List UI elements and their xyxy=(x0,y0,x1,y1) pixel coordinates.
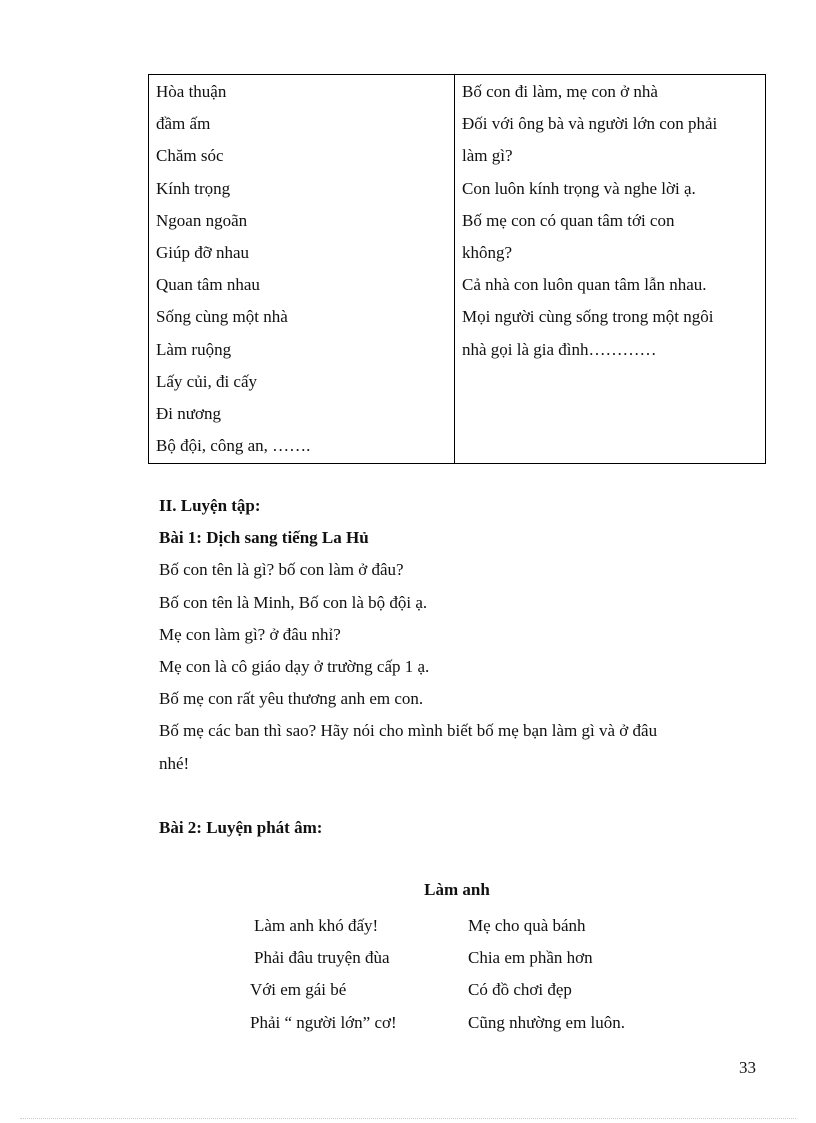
table-cell: không? xyxy=(462,242,513,262)
exercise-line: Bố con tên là gì? bố con làm ở đâu? xyxy=(159,560,404,580)
table-cell: Cả nhà con luôn quan tâm lẫn nhau. xyxy=(462,275,707,295)
table-cell: đầm ấm xyxy=(156,114,211,134)
table-cell: Mọi người cùng sống trong một ngôi xyxy=(462,307,714,327)
poem-right-column xyxy=(468,910,625,1039)
poem-line: Mẹ cho quà bánh xyxy=(468,916,586,935)
exercise-line: Bố mẹ các ban thì sao? Hãy nói cho mình biết bố mẹ bạn làm gì và ở đâu xyxy=(159,721,658,741)
table-cell: nhà gọi là gia đình………… xyxy=(462,339,657,359)
poem-line: Có đồ chơi đẹp xyxy=(468,980,572,1000)
table-cell: Giúp đỡ nhau xyxy=(156,242,250,262)
poem-line: Phải “ người lớn” cơ! xyxy=(250,1012,397,1032)
table-cell: Bộ đội, công an, ……. xyxy=(156,436,311,456)
exercise-line: Mẹ con là cô giáo dạy ở trường cấp 1 ạ. xyxy=(159,657,430,677)
table-cell: Con luôn kính trọng và nghe lời ạ. xyxy=(462,178,696,198)
table-cell: Đi nương xyxy=(156,403,221,423)
poem-line: Với em gái bé xyxy=(250,980,347,1000)
practice-section xyxy=(159,490,657,780)
table-cell: Bố con đi làm, mẹ con ở nhà xyxy=(462,82,658,101)
table-cell: Kính trọng xyxy=(156,178,231,198)
exercise-1-title: Bài 1: Dịch sang tiếng La Hủ xyxy=(159,528,369,548)
exercise-line: Mẹ con làm gì? ở đâu nhỉ? xyxy=(159,624,341,644)
vocabulary-table xyxy=(148,74,766,464)
poem-title: Làm anh xyxy=(424,880,490,899)
table-cell: Chăm sóc xyxy=(156,146,224,166)
table-cell: làm gì? xyxy=(462,146,513,166)
table-cell: Làm ruộng xyxy=(156,339,232,359)
table-right-column xyxy=(455,75,765,463)
poem-left-column xyxy=(250,910,397,1039)
table-cell: Lấy củi, đi cấy xyxy=(156,371,258,391)
table-cell: Ngoan ngoãn xyxy=(156,210,248,230)
table-cell: Quan tâm nhau xyxy=(156,275,260,295)
exercise-2 xyxy=(159,812,322,844)
poem-line: Phải đâu truyện đùa xyxy=(254,948,390,968)
exercise-line: Bố mẹ con rất yêu thương anh em con. xyxy=(159,689,424,709)
exercise-2-title: Bài 2: Luyện phát âm: xyxy=(159,818,323,837)
table-cell: Đối với ông bà và người lớn con phải xyxy=(462,114,718,134)
poem-line: Làm anh khó đấy! xyxy=(254,916,379,935)
exercise-line: Bố con tên là Minh, Bố con là bộ đội ạ. xyxy=(159,592,428,612)
page-number: 33 xyxy=(739,1058,756,1077)
poem-line: Chia em phần hơn xyxy=(468,948,593,968)
table-left-column xyxy=(149,75,455,463)
poem-line: Cũng nhường em luôn. xyxy=(468,1012,626,1032)
table-cell: Bố mẹ con có quan tâm tới con xyxy=(462,210,675,230)
page-bottom-divider xyxy=(20,1118,796,1119)
exercise-line: nhé! xyxy=(159,753,190,773)
table-cell: Hòa thuận xyxy=(156,82,227,101)
table-cell: Sống cùng một nhà xyxy=(156,307,288,327)
section-heading: II. Luyện tập: xyxy=(159,496,261,515)
